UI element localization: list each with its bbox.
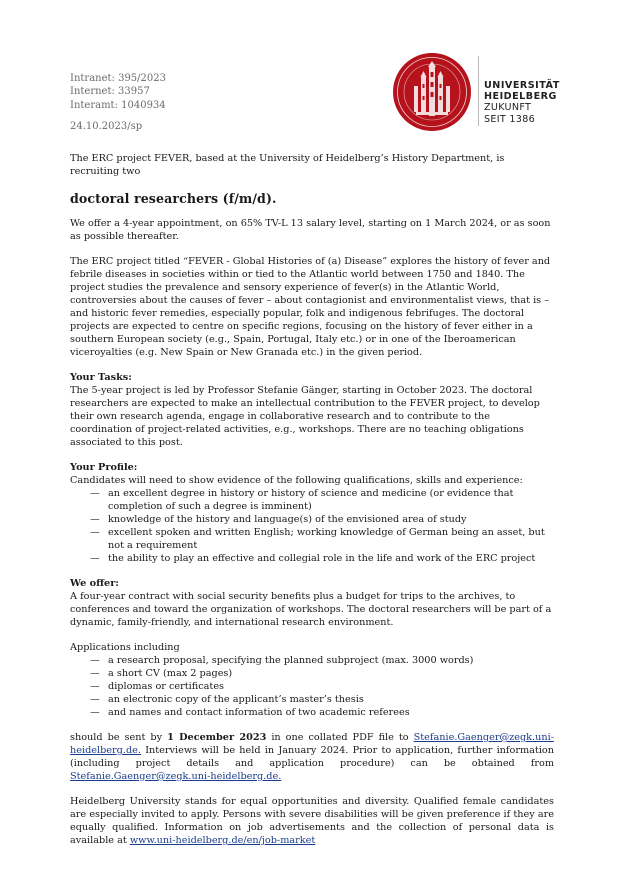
list-item: — an excellent degree in history or history of science and medicine (or evidence that completion of such a degree is imminent) [70, 487, 554, 513]
applications-list [70, 654, 554, 719]
intranet-number: Intranet: 395/2023 [70, 73, 166, 84]
reference-numbers [70, 72, 166, 133]
list-item: — a research proposal, specifying the planned subproject (max. 3000 words) [70, 654, 554, 667]
logo-line-zukunft: ZUKUNFT [484, 102, 532, 114]
university-logo-text [484, 80, 560, 125]
logo-line-heidelberg: HEIDELBERG [484, 91, 557, 103]
university-seal-icon [392, 52, 472, 132]
list-item: — diplomas or certificates [70, 680, 554, 693]
list-item: — a short CV (max 2 pages) [70, 667, 554, 680]
submission-part: Interviews will be held in January 2024. Prior to application, further information (including project details and application procedure) can be obtained from [70, 745, 554, 769]
list-item: — excellent spoken and written English; working knowledge of German being an asset, but not a requirement [70, 526, 554, 552]
intro-text: The ERC project FEVER, based at the University of Heidelberg’s History Department, is recruiting two [70, 153, 505, 177]
closing-statement: Heidelberg University stands for equal opportunities and diversity. Qualified female candidates are especially invited to apply. Persons with severe disabilities will be given preference if they are equally qualified. Information on job advertisements and the collection of personal data is available at [70, 796, 554, 846]
profile-intro: Candidates will need to show evidence of the following qualifications, skills and experience: [70, 475, 523, 486]
list-item: — and names and contact information of two academic referees [70, 706, 554, 719]
position-title: doctoral researchers (f/m/d). [70, 191, 277, 206]
interamt-number: Interamt: 1040934 [70, 99, 166, 111]
list-item: — an electronic copy of the applicant’s master’s thesis [70, 693, 554, 706]
logo-line-seit: SEIT 1386 [484, 113, 536, 125]
job-advertisement-body [70, 152, 554, 847]
closing-text [70, 795, 554, 847]
tasks-heading: Your Tasks: [70, 372, 132, 383]
we-offer-heading: We offer: [70, 578, 119, 589]
document-date: 24.10.2023/sp [70, 120, 143, 132]
deadline: 1 December 2023 [167, 732, 267, 743]
logo-line-universitaet: UNIVERSITÄT [484, 80, 560, 91]
we-offer-text: A four-year contract with social security benefits plus a budget for trips to the archives, to conferences and toward the organization of workshops. The doctoral researchers will be part of a dynamic, family-friendly, and international research environment. [70, 591, 552, 628]
list-item: — the ability to play an effective and collegial role in the life and work of the ERC project [70, 552, 554, 565]
submission-part: in one collated PDF file to [266, 732, 414, 743]
internet-number: Internet: 33957 [70, 86, 150, 98]
submission-part: should be sent by [70, 732, 168, 743]
submission-text [70, 731, 554, 783]
email-link[interactable]: Stefanie.Gaenger@zegk.uni-heidelberg.de. [70, 732, 554, 756]
tasks-text: The 5-year project is led by Professor Stefanie Gänger, starting in October 2023. The doctoral researchers are expected to make an intellectual contribution to the FEVER project, to develop their own research agenda, engage in collaborative research and to contribute to the coordination of project-related activities, e.g., workshops. There are no teaching obligations associated to this post. [70, 385, 540, 448]
project-description: The ERC project titled “FEVER - Global Histories of (a) Disease” explores the history of fever and febrile diseases in societies within or tied to the Atlantic world between 1750 and 1840. The project studies the prevalence and sensory experience of fever(s) in the Atlantic World, controversies about the causes of fever – about contagionist and environmentalist views, that is – and historic fever remedies, especially popular, folk and indigenous febrifuges. The doctoral projects are expected to centre on specific regions, focusing on the history of fever either in a southern European society (e.g., Spain, Portugal, Italy etc.) or in one of the Iberoamerican viceroyalties (e.g. New Spain or New Granada etc.) in the given period. [70, 256, 551, 358]
applications-heading: Applications including [70, 642, 180, 653]
profile-heading: Your Profile: [70, 462, 138, 473]
appointment-text: We offer a 4-year appointment, on 65% TV-L 13 salary level, starting on 1 March 2024, or as soon as possible thereafter. [70, 218, 551, 242]
profile-list [70, 487, 554, 565]
list-item: — knowledge of the history and language(s) of the envisioned area of study [70, 513, 554, 526]
job-market-link[interactable]: www.uni-heidelberg.de/en/job-market [129, 835, 316, 846]
email-link-2[interactable]: Stefanie.Gaenger@zegk.uni-heidelberg.de. [70, 771, 282, 782]
logo-divider [478, 56, 479, 126]
